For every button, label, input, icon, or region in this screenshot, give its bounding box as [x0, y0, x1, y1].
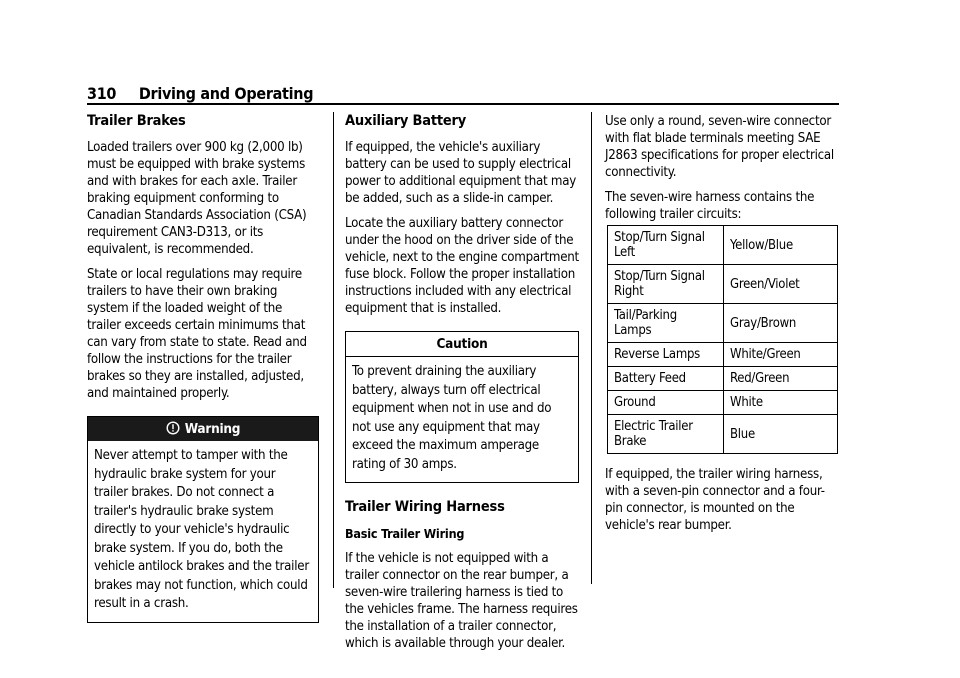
column-divider-right [591, 112, 592, 584]
auxiliary-battery-paragraph-1: If equipped, the vehicle's auxiliary battery can be used to supply electrical power to additional equipment that may be added, such as a slide-in camper. [345, 140, 576, 206]
caution-box [345, 331, 579, 483]
circuit-cell: Electric Trailer Brake [608, 415, 724, 454]
wire-color-cell: Red/Green [724, 367, 838, 391]
column-3 [605, 113, 839, 542]
warning-box [87, 416, 319, 623]
basic-trailer-wiring-subheading: Basic Trailer Wiring [345, 526, 465, 541]
caution-text: To prevent draining the auxiliary battery, always turn off electrical equipment when not in use and do not use any equipment that may exceed the maximum amperage rating of 30 amps. [346, 356, 578, 482]
table-row [608, 391, 838, 415]
table-row [608, 226, 838, 265]
warning-title: Warning [184, 421, 241, 437]
trailer-brakes-paragraph-1: Loaded trailers over 900 kg (2,000 lb) must be equipped with brake systems and with brakes for each axle. Trailer braking equipment conforming to Canadian Standards Association (CSA) requirement CAN3-D313, or its equivalent, is recommended. [87, 140, 307, 257]
wire-color-cell: White [724, 391, 838, 415]
caution-title: Caution [436, 336, 488, 352]
header-rule [87, 103, 839, 105]
wire-color-cell: Green/Violet [724, 265, 838, 304]
trailer-wiring-paragraph: If the vehicle is not equipped with a trailer connector on the rear bumper, a seven-wire trailering harness is tied to the vehicles frame. The harness requires the installation of a trailer connector, which is available through your dealer. [345, 551, 578, 651]
circuit-cell: Ground [608, 391, 724, 415]
circuit-cell: Battery Feed [608, 367, 724, 391]
auxiliary-battery-heading: Auxiliary Battery [345, 113, 467, 129]
circuit-cell: Tail/Parking Lamps [608, 304, 724, 343]
table-row [608, 265, 838, 304]
warning-icon [166, 421, 180, 435]
wire-color-cell: Yellow/Blue [724, 226, 838, 265]
column-divider-left [333, 112, 334, 588]
section-title: Driving and Operating [138, 84, 314, 103]
circuit-cell: Reverse Lamps [608, 343, 724, 367]
warning-text: Never attempt to tamper with the hydraulic brake system for your trailer brakes. Do not connect a trailer's hydraulic brake system directly to your vehicle's hydraulic brake system. If you do, both the vehicle antilock brakes and the trailer brakes may not function, which could result in a crash. [94, 448, 309, 611]
auxiliary-battery-paragraph-2: Locate the auxiliary battery connector under the hood on the driver side of the vehicle, next to the engine compartment fuse block. Follow the proper installation instructions included with any electrical equipment that is installed. [345, 216, 579, 316]
column-1 [87, 113, 319, 639]
harness-mounting-paragraph: If equipped, the trailer wiring harness, with a seven-pin connector and a four-pin connector, is mounted on the vehicle's rear bumper. [605, 467, 825, 533]
warning-header [88, 417, 318, 441]
trailer-wiring-harness-heading: Trailer Wiring Harness [345, 499, 505, 515]
table-row [608, 415, 838, 454]
column-2 [345, 113, 579, 660]
page-number: 310 [87, 84, 117, 103]
trailer-brakes-heading: Trailer Brakes [87, 113, 186, 129]
wire-color-cell: White/Green [724, 343, 838, 367]
circuit-cell: Stop/Turn Signal Left [608, 226, 724, 265]
table-row [608, 343, 838, 367]
table-row [608, 304, 838, 343]
wire-color-cell: Blue [724, 415, 838, 454]
table-row [608, 367, 838, 391]
page-header [87, 84, 313, 103]
harness-intro-paragraph: The seven-wire harness contains the following trailer circuits: [605, 190, 815, 222]
trailer-circuits-table [607, 225, 838, 454]
trailer-brakes-paragraph-2: State or local regulations may require trailers to have their own braking system if the loaded weight of the trailer exceeds certain minimums that can vary from state to state. Read and follow the instructions for the trailer brakes so they are installed, adjusted, and maintained properly. [87, 267, 307, 401]
wire-color-cell: Gray/Brown [724, 304, 838, 343]
circuit-cell: Stop/Turn Signal Right [608, 265, 724, 304]
connector-paragraph: Use only a round, seven-wire connector with flat blade terminals meeting SAE J2863 specifications for proper electrical connectivity. [605, 114, 834, 180]
